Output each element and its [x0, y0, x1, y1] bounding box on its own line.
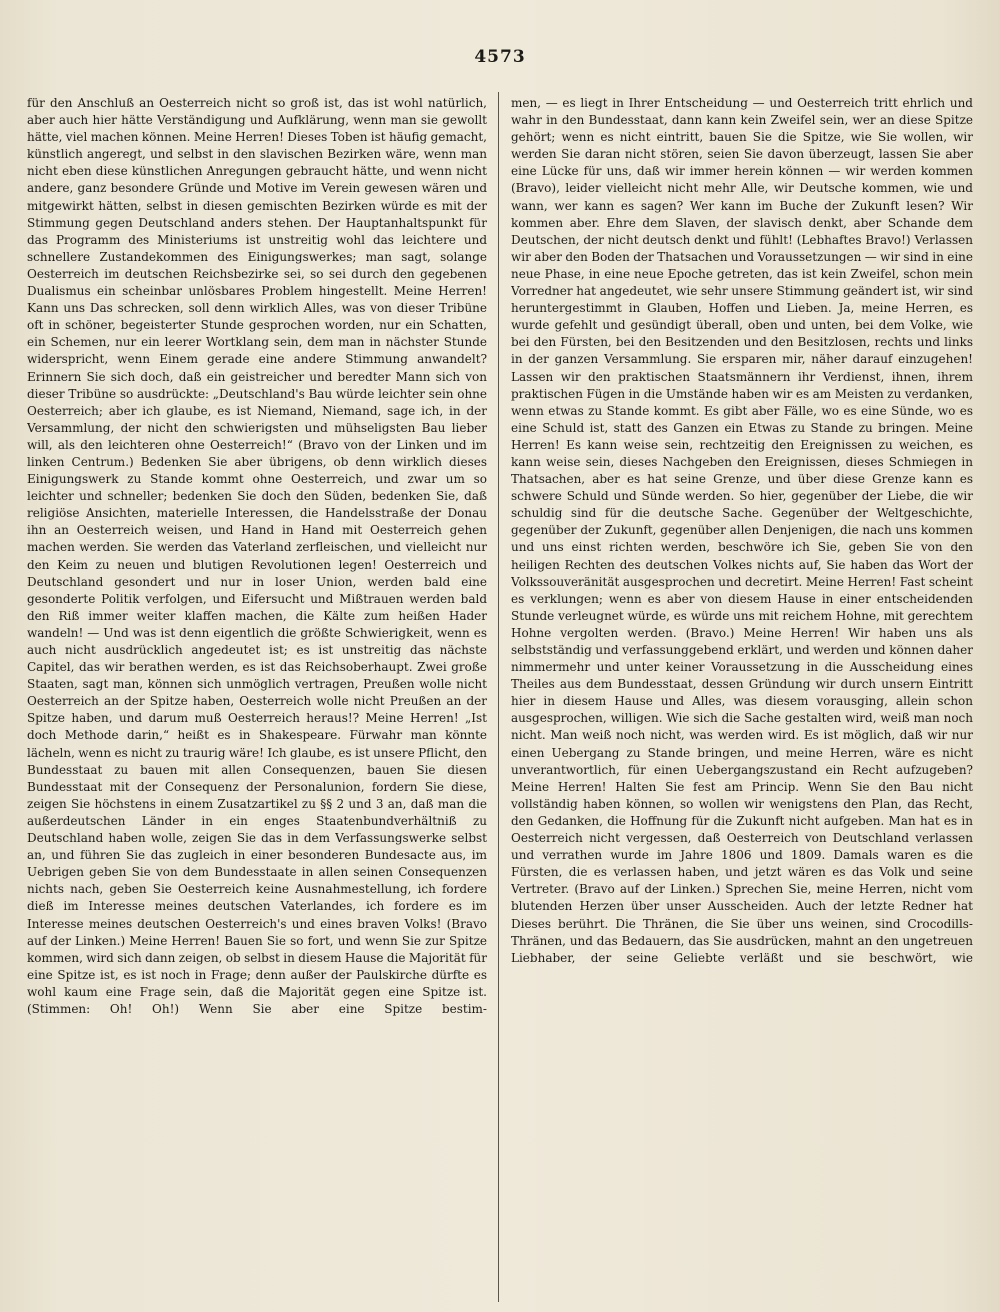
right-column-text: men, — es liegt in Ihrer Entscheidung — und Oesterreich tritt ehrlich und wahr in den Bundesstaat, dann kann kein Zweifel sein, wer an diese Spitze gehört; wenn es nicht eintritt, bauen Sie die Spitze, wie Sie wollen, wir werden Sie daran nicht stören, seien Sie davon überzeugt, lassen Sie aber eine Lücke für uns, daß wir immer herein können — wir werden kommen (Bravo), leider vielleicht nicht mehr Alle, wir Deutsche kommen, wie und wann, wer kann es sagen? Wer kann im Buche der Zukunft lesen? Wir kommen aber. Ehre dem Slaven, der slavisch denkt, aber Schande dem Deutschen, der nicht deutsch denkt und fühlt! (Lebhaftes Bravo!) Verlassen wir aber den Boden der Thatsachen und Voraussetzungen — wir sind in eine neue Phase, in eine neue Epoche getreten, das ist kein Zweifel, schon mein Vorredner hat angedeutet, wie sehr unsere Stimmung geändert ist, wir sind heruntergestimmt in Glauben, Hoffen und Lieben. Ja, meine Herren, es wurde gefehlt und gesündigt überall, oben und unten, bei dem Volke, wie bei den Fürsten, bei den Besitzenden und den Besitzlosen, rechts und links in der ganzen Versammlung. Sie ersparen mir, näher darauf einzugehen! Lassen wir den praktischen Staatsmännern ihr Verdienst, ihnen, ihrem praktischen Fügen in die Umstände haben wir es am Meisten zu verdanken, wenn etwas zu Stande kommt. Es gibt aber Fälle, wo es eine Sünde, wo es eine Schuld ist, statt des Ganzen ein Etwas zu Stande zu bringen. Meine Herren! Es kann weise sein, rechtzeitig den Ereignissen zu weichen, es kann weise sein, dieses Nachgeben den Ereignissen, dieses Schmiegen in Thatsachen, aber es hat seine Grenze, und über diese Grenze kann es schwere Schuld und Sünde werden. So hier, gegenüber der Liebe, die wir schuldig sind für die deutsche Sache. Gegenüber der Weltgeschichte, gegenüber der Zukunft, gegenüber allen Denjenigen, die nach uns kommen und uns einst richten werden, beschwöre ich Sie, geben Sie von den heiligen Rechten des deutschen Volkes nichts auf, Sie haben das Wort der Volkssouveränität ausgesprochen und decretirt. Meine Herren! Fast scheint es verklungen; wenn es aber von diesem Hause in einer entscheidenden Stunde verleugnet würde, es würde uns mit reichem Hohne, mit gerechtem Hohne vergolten werden. (Bravo.) Meine Herren! Wir haben uns als selbstständig und verfassunggebend erklärt, und werden und können daher nimmermehr und unter keiner Voraussetzung in die Ausscheidung eines Theiles aus dem Bundesstaat, dessen Gründung wir durch unsern Eintritt hier in diesem Hause und Alles, was diesem vorausging, allein schon ausgesprochen, willigen. Wie sich die Sache gestalten wird, weiß man noch nicht. Man weiß noch nicht, was werden wird. Es ist möglich, daß wir nur einen Uebergang zu Stande bringen, und meine Herren, wäre es nicht unverantwortlich, für einen Uebergangszustand ein Recht aufzugeben? Meine Herren! Halten Sie fest am Princip. Wenn Sie den Bau nicht vollständig haben können, so wollen wir wenigstens den Plan, das Recht, den Gedanken, die Hoffnung für die Zukunft nicht aufgeben. Man hat es in Oesterreich nicht vergessen, daß Oesterreich von Deutschland verlassen und verrathen wurde im Jahre 1806 und 1809. Damals waren es die Fürsten, die es verlassen haben, und jetzt wären es das Volk und seine Vertreter. (Bravo auf der Linken.) Sprechen Sie, meine Herren, nicht vom blutenden Herzen über unser Ausscheiden. Auch der letzte Redner hat Dieses berührt. Die Thränen, die Sie über uns weinen, sind Crocodills-Thränen, und das Bedauern, das Sie ausdrücken, mahnt an den ungetreuen Liebhaber, der seine Geliebte verläßt und sie beschwört, wie — [511, 96, 973, 965]
left-column-text: für den Anschluß an Oesterreich nicht so groß ist, das ist wohl natürlich, aber auch hier hätte Verständigung und Aufklärung, wenn man sie gewollt hätte, viel machen können. Meine Herren! Dieses Toben ist häufig gemacht, künstlich angeregt, und selbst in den slavischen Bezirken wäre, wenn man nicht eben diese künstlichen Anregungen gebraucht hätte, und wenn nicht andere, ganz besondere Gründe und Motive im Verein gewesen wären und mitgewirkt hätten, selbst in diesen gemischten Bezirken würde es mit der Stimmung gegen Deutschland anders stehen. Der Hauptanhaltspunkt für das Programm des Ministeriums ist unstreitig wohl das leichtere und schnellere Zustandekommen des Einigungswerkes; man sagt, solange Oesterreich im deutschen Reichsbezirke sei, so sei durch den gegebenen Dualismus ein scheinbar unlösbares Problem hingestellt. Meine Herren! Kann uns Das schrecken, soll denn wirklich Alles, was von dieser Tribüne oft in schöner, begeisterter Stunde gesprochen worden, nur ein Schatten, ein Schemen, nur ein leerer Wortklang sein, dem man in nächster Stunde widerspricht, wenn Einem gerade eine andere Stimmung anwandelt? Erinnern Sie sich doch, daß ein geistreicher und beredter Mann sich von dieser Tribüne so ausdrückte: „Deutschland's Bau würde leichter sein ohne Oesterreich; aber ich glaube, es ist Niemand, Niemand, sage ich, in der Versammlung, der nicht den schwierigsten und mühseligsten Bau lieber will, als den leichteren ohne Oesterreich!“ (Bravo von der Linken und im linken Centrum.) Bedenken Sie aber übrigens, ob denn wirklich dieses Einigungswerk zu Stande kommt ohne Oesterreich, und zwar um so leichter und schneller; bedenken Sie doch den Süden, bedenken Sie, daß religiöse Ansichten, materielle Interessen, die Handelsstraße der Donau ihn an Oesterreich weisen, und Hand in Hand mit Oesterreich gehen machen werden. Sie werden das Vaterland zerfleischen, und vielleicht nur den Keim zu neuen und blutigen Revolutionen legen! Oesterreich und Deutschland gesondert und nur in loser Union, werden bald eine gesonderte Politik verfolgen, und Eifersucht und Mißtrauen werden bald den Riß immer weiter klaffen machen, die Kälte zum heißen Hader wandeln! — Und was ist denn eigentlich die größte Schwierigkeit, wenn es auch nicht ausdrücklich angedeutet ist; es ist unstreitig das nächste Capitel, das wir berathen werden, es ist das Reichsoberhaupt. Zwei große Staaten, sagt man, können sich unmöglich vertragen, Preußen wolle nicht Oesterreich an der Spitze haben, Oesterreich wolle nicht Preußen an der Spitze haben, und darum muß Oesterreich heraus!? Meine Herren! „Ist doch Methode darin,“ heißt es in Shakespeare. Fürwahr man könnte lächeln, wenn es nicht zu traurig wäre! Ich glaube, es ist unsere Pflicht, den Bundesstaat zu bauen mit allen Consequenzen, bauen Sie diesen Bundesstaat mit der Consequenz der Personalunion, fordern Sie diese, zeigen Sie höchstens in einem Zusatzartikel zu §§ 2 und 3 an, daß man die außerdeutschen Länder in ein enges Staatenbundverhältniß zu Deutschland haben wolle, zeigen Sie das in dem Verfassungswerke selbst an, und führen Sie das zugleich in einer besonderen Bundesacte aus, im Uebrigen geben Sie von dem Bundesstaate in allen seinen Consequenzen nichts nach, geben Sie Oesterreich keine Ausnahmestellung, ich fordere dieß im Interesse meines deutschen Vaterlandes, ich fordere es im Interesse meines deutschen Oesterreich's und eines braven Volks! (Bravo auf der Linken.) Meine Herren! Bauen Sie so fort, und wenn Sie zur Spitze kommen, wird sich dann zeigen, ob selbst in diesem Hause die Majorität für eine Spitze ist, es ist noch in Frage; denn außer der Paulskirche dürfte es wohl kaum eine Frage sein, daß die Majorität gegen eine Spitze ist. (Stimmen: Oh! Oh!) Wenn Sie aber eine Spitze bestim- — [27, 96, 487, 1016]
column-divider — [498, 92, 499, 1302]
right-column — [511, 95, 973, 1300]
left-column — [27, 95, 487, 1300]
page-number: 4573 — [474, 47, 526, 67]
